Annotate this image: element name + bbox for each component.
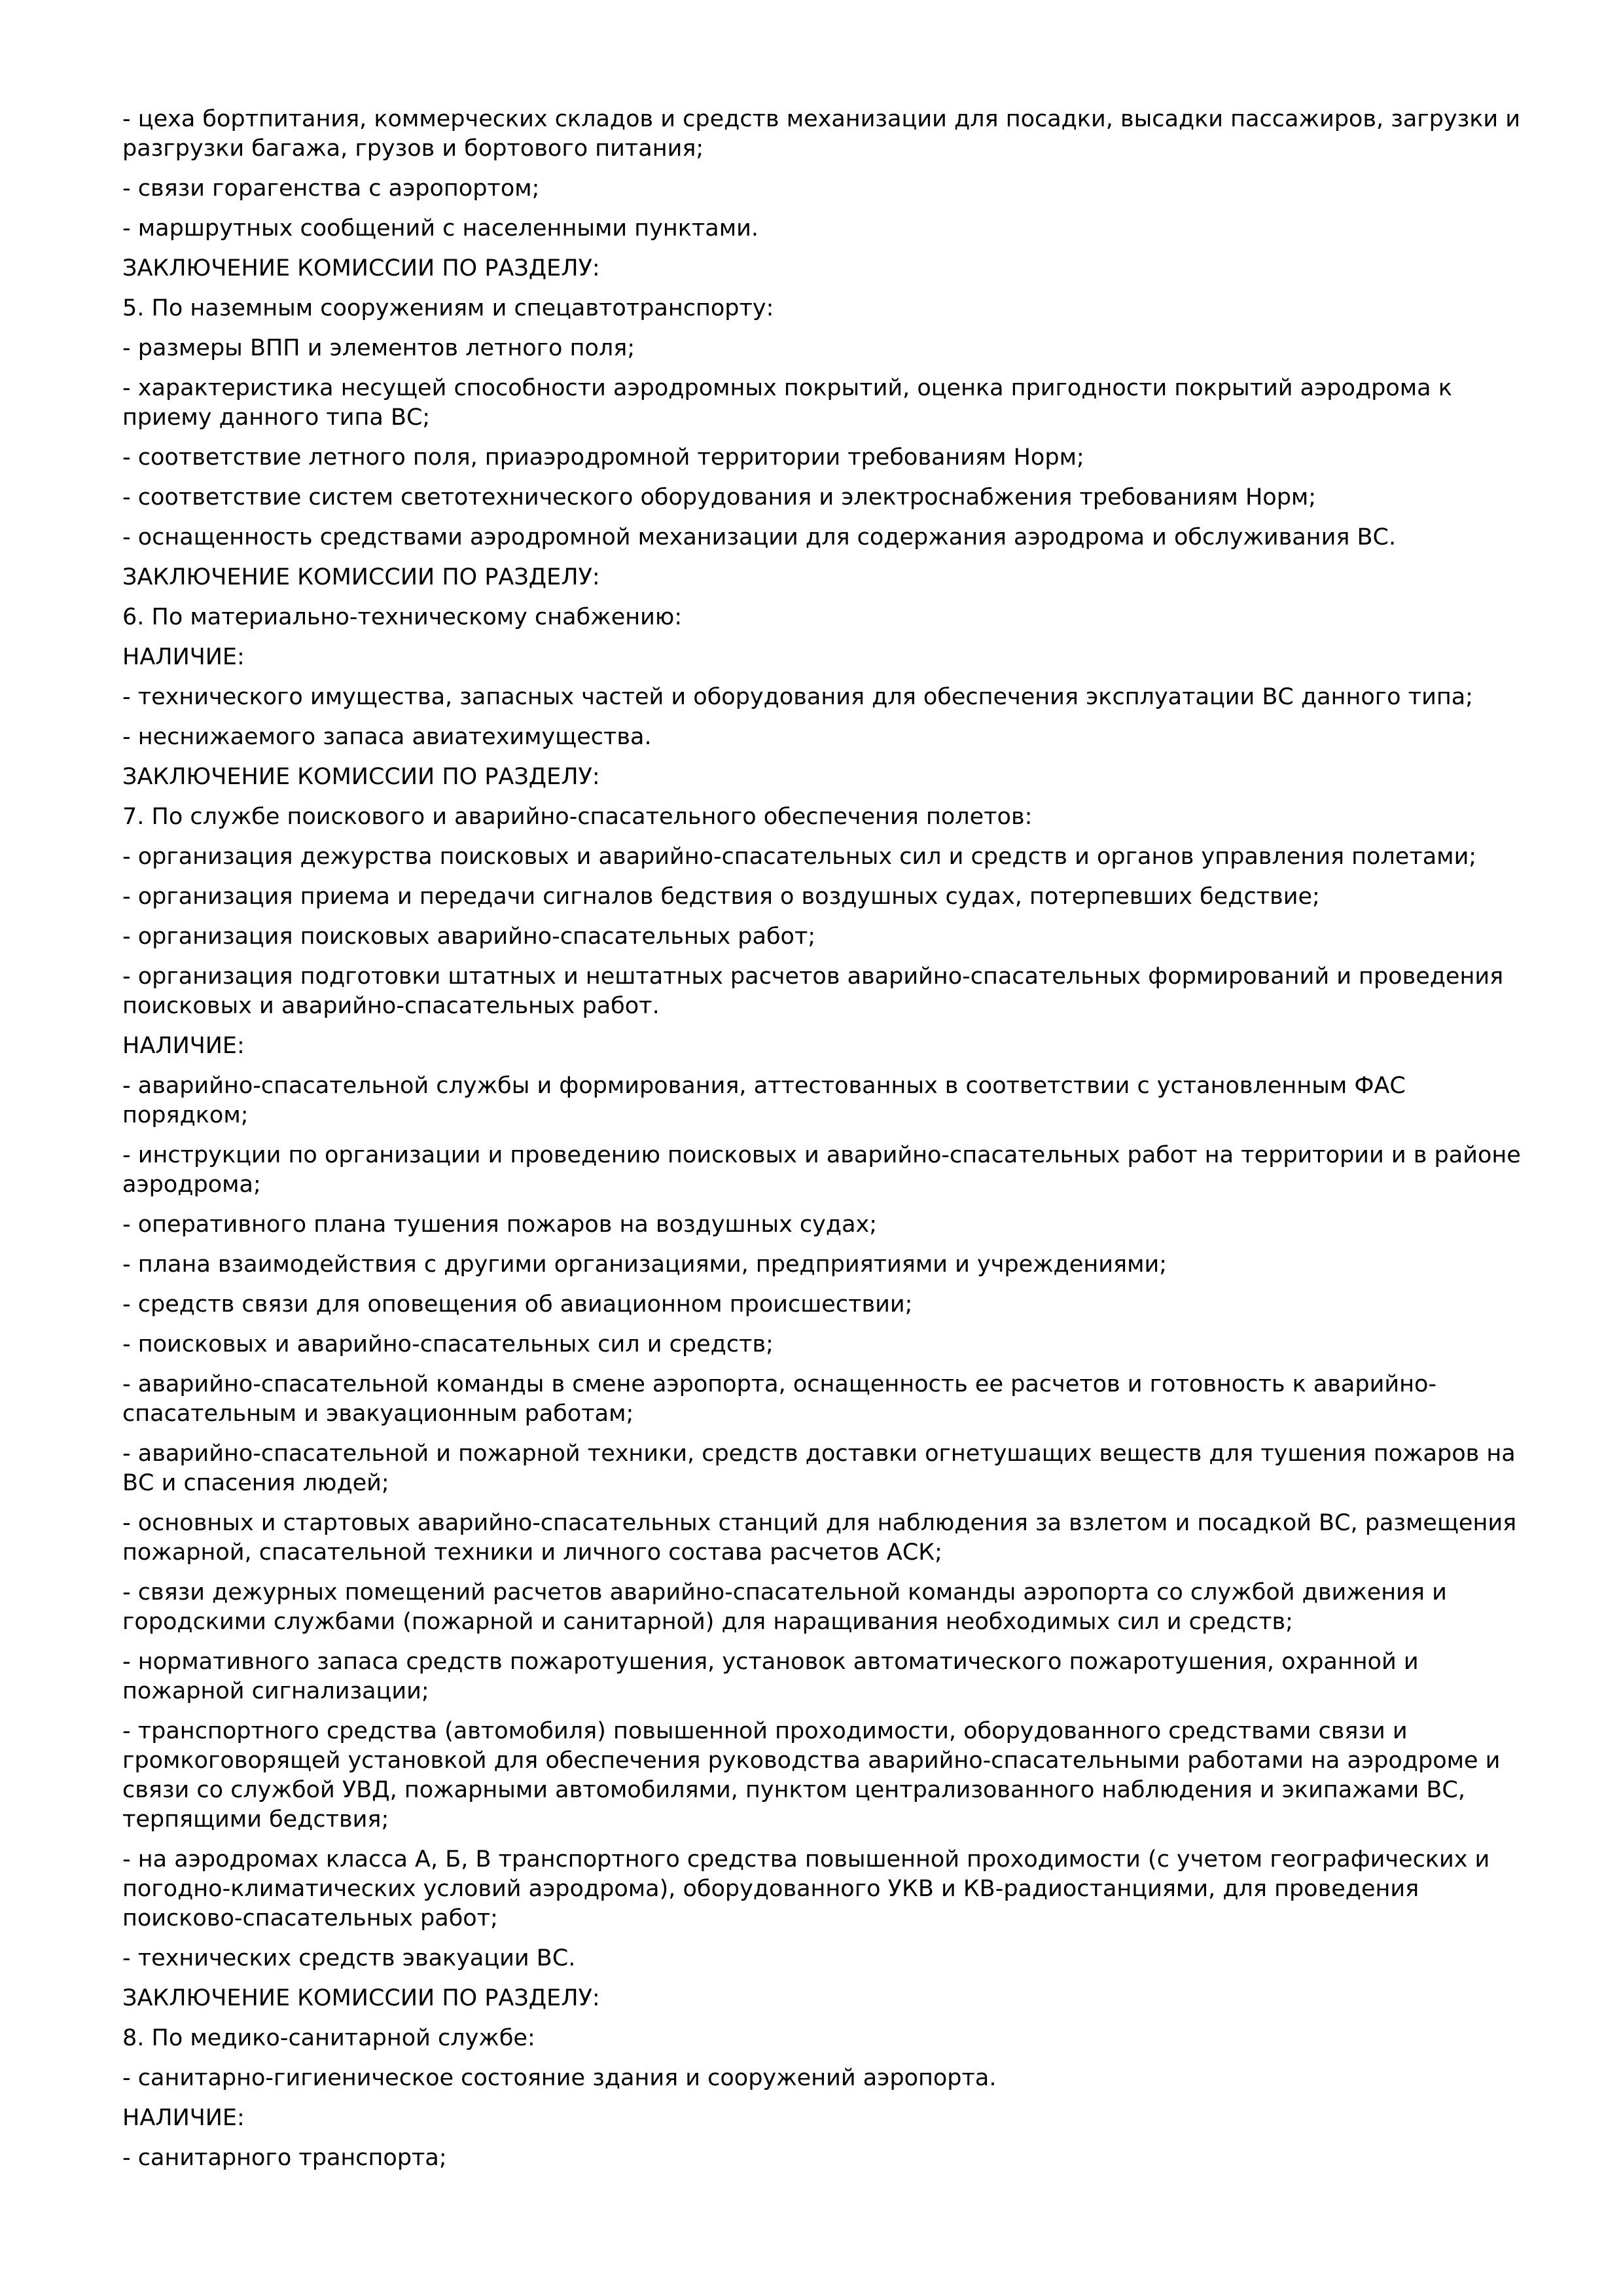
availability-heading: НАЛИЧИЕ: (122, 1033, 245, 1059)
list-item: - характеристика несущей способности аэродромных покрытий, оценка пригодности покрытий аэродрома к приему данного типа ВС; (122, 375, 1452, 431)
list-item: - соответствие систем светотехнического оборудования и электроснабжения требованиям Норм; (122, 484, 1317, 511)
list-item: - аварийно-спасательной службы и формирования, аттестованных в соответствии с установленным ФАС порядком; (122, 1073, 1406, 1128)
list-item: - организация приема и передачи сигналов бедствия о воздушных судах, потерпевших бедствие; (122, 884, 1320, 910)
list-item: - санитарного транспорта; (122, 2145, 447, 2171)
section-heading: 5. По наземным сооружениям и спецавтотранспорту: (122, 295, 774, 321)
list-item: - аварийно-спасательной команды в смене аэропорта, оснащенность ее расчетов и готовность к аварийно-спасательным и эвакуационным работам; (122, 1371, 1437, 1427)
section-conclusion-heading: ЗАКЛЮЧЕНИЕ КОМИССИИ ПО РАЗДЕЛУ: (122, 1985, 600, 2011)
list-item: - организация дежурства поисковых и аварийно-спасательных сил и средств и органов управления полетами; (122, 844, 1477, 870)
list-item: - организация подготовки штатных и нештатных расчетов аварийно-спасательных формирований и проведения поисковых и аварийно-спасательных работ. (122, 963, 1504, 1019)
section-conclusion-heading: ЗАКЛЮЧЕНИЕ КОМИССИИ ПО РАЗДЕЛУ: (122, 255, 600, 281)
list-item: - оснащенность средствами аэродромной механизации для содержания аэродрома и обслуживания ВС. (122, 524, 1397, 550)
section-conclusion-heading: ЗАКЛЮЧЕНИЕ КОМИССИИ ПО РАЗДЕЛУ: (122, 764, 600, 790)
list-item: - плана взаимодействия с другими организациями, предприятиями и учреждениями; (122, 1251, 1168, 1278)
section-heading: 8. По медико-санитарной службе: (122, 2025, 535, 2051)
availability-heading: НАЛИЧИЕ: (122, 644, 245, 670)
list-item: - основных и стартовых аварийно-спасательных станций для наблюдения за взлетом и посадкой ВС, размещения пожарной, спасательной техники и личного состава расчетов АСК; (122, 1510, 1517, 1566)
list-item: - неснижаемого запаса авиатехимущества. (122, 724, 652, 750)
list-item: - цеха бортпитания, коммерческих складов и средств механизации для посадки, высадки пассажиров, загрузки и разгрузки багажа, грузов и бортового питания; (122, 106, 1520, 162)
availability-heading: НАЛИЧИЕ: (122, 2105, 245, 2131)
list-item: - технического имущества, запасных частей и оборудования для обеспечения эксплуатации ВС данного типа; (122, 684, 1473, 710)
list-item: - соответствие летного поля, приаэродромной территории требованиям Норм; (122, 444, 1084, 471)
list-item: - организация поисковых аварийно-спасательных работ; (122, 924, 816, 950)
list-item: - на аэродромах класса А, Б, В транспортного средства повышенной проходимости (с учетом географических и погодно-климатических условий аэродрома), оборудованного УКВ и КВ-радиостанциями, для проведения поисково-спасательных работ; (122, 1846, 1490, 1931)
section-conclusion-heading: ЗАКЛЮЧЕНИЕ КОМИССИИ ПО РАЗДЕЛУ: (122, 564, 600, 590)
list-item: - инструкции по организации и проведению поисковых и аварийно-спасательных работ на территории и в районе аэродрома; (122, 1142, 1521, 1198)
list-item: - нормативного запаса средств пожаротушения, установок автоматического пожаротушения, охранной и пожарной сигнализации; (122, 1649, 1419, 1704)
list-item: - средств связи для оповещения об авиационном происшествии; (122, 1291, 913, 1318)
list-item: - связи дежурных помещений расчетов аварийно-спасательной команды аэропорта со службой движения и городскими службами (пожарной и санитарной) для наращивания необходимых сил и средств; (122, 1579, 1447, 1635)
list-item: - поисковых и аварийно-спасательных сил и средств; (122, 1331, 774, 1357)
list-item: - транспортного средства (автомобиля) повышенной проходимости, оборудованного средствами связи и громкоговорящей установкой для обеспечения руководства аварийно-спасательными работами на аэродроме и связи со службой УВД, пожарными автомобилями, пунктом централизованного наблюдения и экипажами ВС, терпящими бедствия; (122, 1718, 1501, 1833)
section-heading: 7. По службе поискового и аварийно-спасательного обеспечения полетов: (122, 804, 1033, 830)
list-item: - санитарно-гигиеническое состояние здания и сооружений аэропорта. (122, 2065, 997, 2091)
list-item: - связи горагенства с аэропортом; (122, 175, 540, 202)
list-item: - технических средств эвакуации ВС. (122, 1945, 576, 1971)
list-item: - оперативного плана тушения пожаров на воздушных судах; (122, 1211, 878, 1238)
section-heading: 6. По материально-техническому снабжению: (122, 604, 683, 630)
list-item: - аварийно-спасательной и пожарной техники, средств доставки огнетушащих веществ для тушения пожаров на ВС и спасения людей; (122, 1441, 1516, 1496)
document-page (122, 105, 1523, 2183)
list-item: - маршрутных сообщений с населенными пунктами. (122, 215, 758, 242)
list-item: - размеры ВПП и элементов летного поля; (122, 335, 635, 361)
